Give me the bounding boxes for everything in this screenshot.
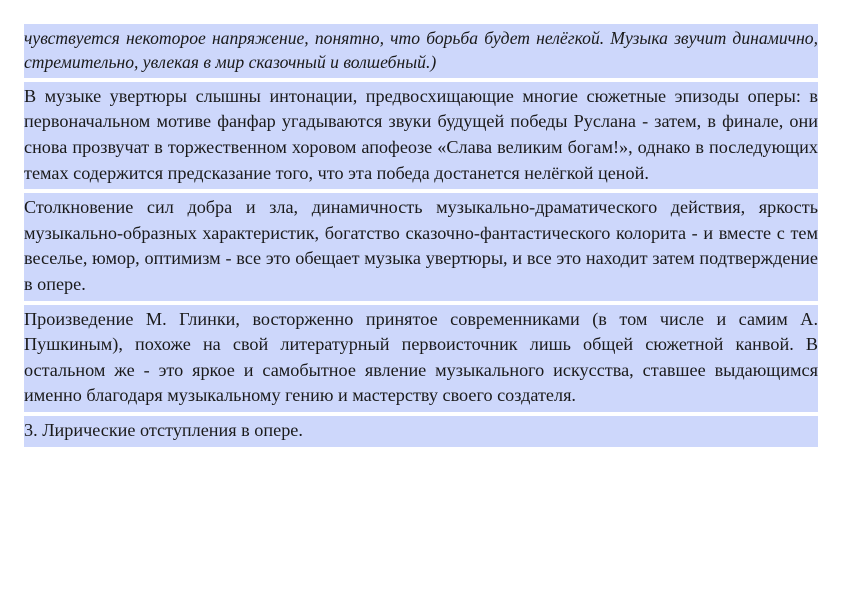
document-text-block	[24, 24, 818, 447]
paragraph-overture-intonations: В музыке увертюры слышны интонации, предвосхищающие многие сюжетные эпизоды оперы: в первоначальном мотиве фанфар угадываются звуки будущей победы Руслана - затем, в финале, они снова прозвучат в торжественном хоровом апофеозе «Слава великим богам!», однако в последующих темах содержится предсказание того, что эта победа достанется нелёгкой ценой.	[24, 82, 818, 189]
paragraph-good-evil-clash: Столкновение сил добра и зла, динамичность музыкально-драматического действия, яркость музыкально-образных характеристик, богатство сказочно-фантастического колорита - и вместе с тем веселье, юмор, оптимизм - все это обещает музыка увертюры, и все это находит затем подтверждение в опере.	[24, 193, 818, 300]
section-heading-lyrical-digressions: 3. Лирические отступления в опере.	[24, 416, 818, 447]
paragraph-glinka-work: Произведение М. Глинки, восторженно принятое современниками (в том числе и самим А. Пушкиным), похоже на свой литературный первоисточник лишь общей сюжетной канвой. В остальном же - это яркое и самобытное явление музыкального искусства, ставшее выдающимся именно благодаря музыкальному гению и мастерству своего создателя.	[24, 305, 818, 412]
paragraph-italic-intro: чувствуется некоторое напряжение, понятно, что борьба будет нелёгкой. Музыка звучит динамично, стремительно, увлекая в мир сказочный и волшебный.)	[24, 24, 818, 78]
